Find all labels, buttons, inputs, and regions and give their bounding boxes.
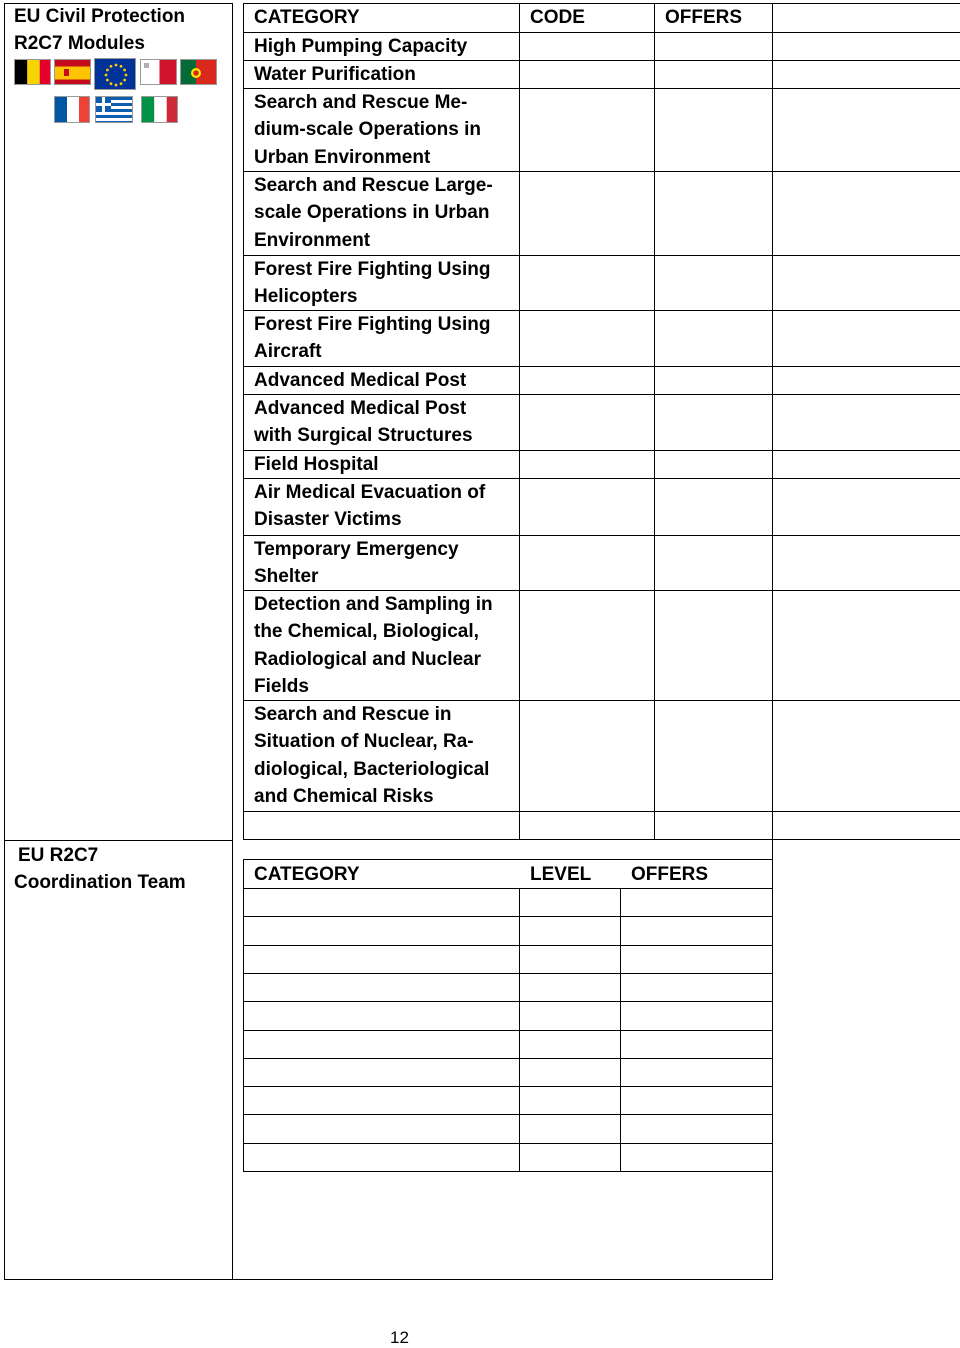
modules-col-line-offers xyxy=(654,3,655,840)
modules-row-category-text: Environment xyxy=(254,229,371,251)
modules-row-category-text: Situation of Nuclear, Ra- xyxy=(254,731,474,753)
modules-row-category-text: and Chemical Risks xyxy=(254,786,434,808)
coord-row-line xyxy=(243,973,772,974)
coord-row-line xyxy=(243,1114,772,1115)
modules-row-category-text: Temporary Emergency xyxy=(254,539,459,560)
eu-flag-icon xyxy=(94,58,136,90)
modules-row-category-text: Search and Rescue Large- xyxy=(254,175,493,196)
malta-flag-icon xyxy=(140,59,177,85)
coord-row-line xyxy=(243,916,772,917)
modules-header-offers: OFFERS xyxy=(665,7,743,28)
page-number: 12 xyxy=(390,1328,409,1347)
modules-row-category-text: Fields xyxy=(254,676,309,698)
modules-section-label-line1: EU Civil Protection xyxy=(14,6,186,27)
coord-header-level: LEVEL xyxy=(530,864,592,885)
modules-row-category-text: Radiological and Nuclear xyxy=(254,648,481,670)
portugal-flag-icon xyxy=(180,59,217,85)
greece-flag-icon xyxy=(95,96,133,123)
modules-row-line xyxy=(243,811,960,812)
modules-row-category-text: Field Hospital xyxy=(254,454,379,475)
coord-row-line xyxy=(243,1171,772,1172)
modules-row-category-text: diological, Bacteriological xyxy=(254,758,490,780)
sidebar-section-divider xyxy=(4,840,233,841)
modules-row-category-text: Disaster Victims xyxy=(254,509,402,531)
coord-row-line xyxy=(243,945,772,946)
coord-section-label-line1: EU R2C7 xyxy=(18,845,99,866)
modules-bottom-line xyxy=(243,839,960,840)
coord-row-line xyxy=(243,1001,772,1002)
coord-header-category: CATEGORY xyxy=(254,864,360,885)
coord-row-line xyxy=(243,1143,772,1144)
modules-row-category-text: Forest Fire Fighting Using xyxy=(254,314,491,335)
coord-col-line-left xyxy=(243,859,244,1171)
modules-row-category-text: High Pumping Capacity xyxy=(254,36,468,57)
modules-row-category-text: Advanced Medical Post xyxy=(254,398,467,419)
france-flag-icon xyxy=(54,96,90,123)
belgium-flag-icon xyxy=(14,59,51,85)
modules-row-category-text: with Surgical Structures xyxy=(254,425,473,447)
sidebar-divider xyxy=(232,3,233,1280)
outer-right-border xyxy=(772,840,773,1280)
coord-row-line xyxy=(243,888,772,889)
modules-row-category-text: scale Operations in Urban xyxy=(254,202,490,224)
modules-row-category-text: Advanced Medical Post xyxy=(254,370,467,391)
modules-row-category-text: Shelter xyxy=(254,566,319,588)
outer-left-border xyxy=(4,3,5,1280)
modules-header-code: CODE xyxy=(530,7,585,28)
outer-bottom-border xyxy=(4,1279,773,1280)
italy-flag-icon xyxy=(141,96,178,123)
spain-flag-icon xyxy=(54,59,91,85)
modules-row-category-text: Detection and Sampling in xyxy=(254,594,493,615)
modules-row-category-text: the Chemical, Biological, xyxy=(254,621,479,643)
coord-top-line xyxy=(243,859,772,860)
modules-col-line-right xyxy=(772,3,773,840)
modules-col-line-left xyxy=(243,3,244,840)
modules-row-category-text: Air Medical Evacuation of xyxy=(254,482,486,503)
modules-row-category-text: Water Purification xyxy=(254,64,416,85)
coord-row-line xyxy=(243,1030,772,1031)
modules-col-line-code xyxy=(519,3,520,840)
coord-section-label-line2: Coordination Team xyxy=(14,872,186,893)
modules-row-category-text: Helicopters xyxy=(254,286,358,308)
modules-row-category-text: Search and Rescue in xyxy=(254,704,452,725)
coord-row-line xyxy=(243,1058,772,1059)
modules-row-category-text: Urban Environment xyxy=(254,146,431,168)
coord-row-line xyxy=(243,1086,772,1087)
modules-header-category: CATEGORY xyxy=(254,7,360,28)
modules-row-category-text: dium-scale Operations in xyxy=(254,119,481,141)
modules-row-category-text: Aircraft xyxy=(254,341,322,363)
coord-header-offers: OFFERS xyxy=(631,864,709,885)
modules-row-category-text: Search and Rescue Me- xyxy=(254,92,468,113)
modules-row-category-text: Forest Fire Fighting Using xyxy=(254,259,491,280)
modules-section-label-line2: R2C7 Modules xyxy=(14,33,145,54)
